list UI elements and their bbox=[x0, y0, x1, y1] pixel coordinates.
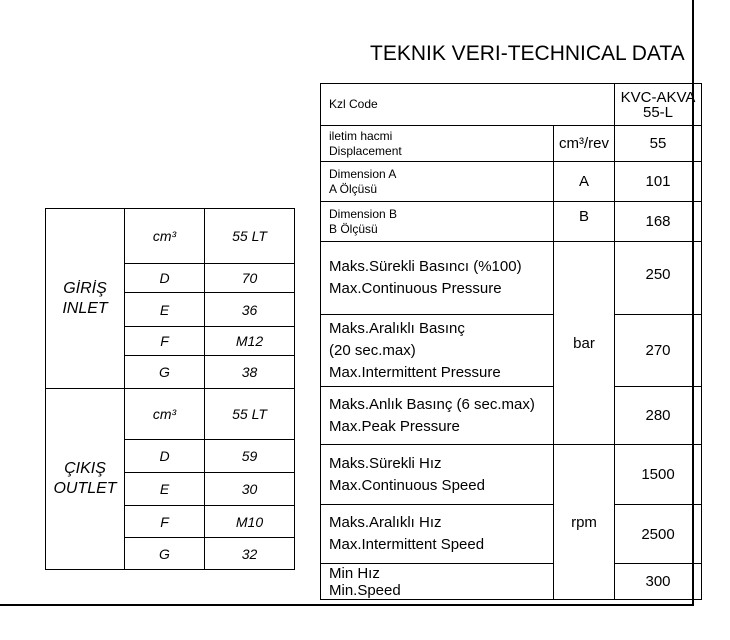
int-speed-label bbox=[321, 505, 554, 564]
int-pressure-label-en: Max.Intermittent Pressure bbox=[329, 363, 501, 381]
outlet-label-tr: ÇIKIŞ bbox=[64, 460, 106, 477]
cont-pressure-label bbox=[321, 242, 554, 315]
dim-a-value: 101 bbox=[615, 162, 702, 202]
inlet-value: 55 LT bbox=[205, 209, 295, 264]
displacement-unit: cm³/rev bbox=[554, 126, 615, 162]
dim-b-label-en: Dimension B bbox=[329, 206, 398, 221]
code-label: Kzl Code bbox=[321, 84, 615, 126]
min-speed-label-tr: Min Hız bbox=[329, 564, 380, 582]
outlet-value: 55 LT bbox=[205, 389, 295, 440]
outlet-key: cm³ bbox=[125, 389, 205, 440]
dim-a-label-en: Dimension A bbox=[329, 166, 397, 181]
int-pressure-label-tr: Maks.Aralıklı Basınç bbox=[329, 319, 465, 337]
inlet-key: E bbox=[125, 293, 205, 327]
peak-pressure-label-en: Max.Peak Pressure bbox=[329, 417, 460, 435]
cont-speed-value: 1500 bbox=[615, 445, 702, 505]
pressure-unit: bar bbox=[554, 242, 615, 445]
min-speed-label-en: Min.Speed bbox=[329, 581, 401, 599]
outlet-key: F bbox=[125, 506, 205, 538]
dim-a-unit: A bbox=[554, 162, 615, 202]
dim-a-label-tr: A Ölçüsü bbox=[329, 181, 378, 196]
int-speed-label-en: Max.Intermittent Speed bbox=[329, 536, 485, 553]
int-pressure-label bbox=[321, 315, 554, 387]
inlet-value: 38 bbox=[205, 356, 295, 389]
peak-pressure-label bbox=[321, 387, 554, 445]
technical-data-table bbox=[320, 83, 702, 600]
outlet-label-cell bbox=[46, 389, 125, 570]
speed-unit: rpm bbox=[554, 445, 615, 600]
port-dimensions-table bbox=[45, 208, 295, 570]
outlet-value: 59 bbox=[205, 440, 295, 473]
int-pressure-value: 270 bbox=[615, 315, 702, 387]
int-pressure-label-note: (20 sec.max) bbox=[329, 341, 416, 359]
inlet-label-en: INLET bbox=[62, 299, 108, 317]
inlet-label-tr: GİRİŞ bbox=[63, 279, 107, 297]
dim-b-value: 168 bbox=[615, 202, 702, 242]
peak-pressure-label-tr: Maks.Anlık Basınç (6 sec.max) bbox=[329, 395, 535, 413]
code-value-line2: 55-L bbox=[642, 103, 674, 121]
inlet-value: 36 bbox=[205, 293, 295, 327]
cont-pressure-label-tr: Maks.Sürekli Basıncı (%100) bbox=[329, 258, 522, 275]
outlet-key: D bbox=[125, 440, 205, 473]
displacement-value: 55 bbox=[615, 126, 702, 162]
cont-speed-label-en: Max.Continuous Speed bbox=[329, 476, 485, 494]
inlet-key: D bbox=[125, 264, 205, 293]
page-title: TEKNIK VERI-TECHNICAL DATA bbox=[370, 42, 685, 65]
outlet-value: M10 bbox=[205, 506, 295, 538]
cont-speed-label-tr: Maks.Sürekli Hız bbox=[329, 454, 442, 472]
cont-speed-label bbox=[321, 445, 554, 505]
code-value-line1: KVC-AKVA bbox=[620, 88, 696, 106]
inlet-label-cell bbox=[46, 209, 125, 389]
dim-b-label bbox=[321, 202, 554, 242]
inlet-key: cm³ bbox=[125, 209, 205, 264]
cont-pressure-value: 250 bbox=[615, 242, 702, 315]
inlet-key: G bbox=[125, 356, 205, 389]
displacement-label-tr: iletim hacmi bbox=[329, 128, 393, 143]
peak-pressure-value: 280 bbox=[615, 387, 702, 445]
cont-pressure-label-en: Max.Continuous Pressure bbox=[329, 280, 502, 297]
displacement-label bbox=[321, 126, 554, 162]
inlet-key: F bbox=[125, 327, 205, 356]
int-speed-label-tr: Maks.Aralıklı Hız bbox=[329, 514, 442, 531]
frame-bottom-border bbox=[0, 604, 694, 606]
dim-b-label-tr: B Ölçüsü bbox=[329, 221, 378, 236]
inlet-value: M12 bbox=[205, 327, 295, 356]
code-value-cell bbox=[615, 84, 702, 126]
min-speed-label bbox=[321, 564, 554, 600]
outlet-key: G bbox=[125, 538, 205, 570]
outlet-label-en: OUTLET bbox=[53, 480, 117, 497]
outlet-value: 30 bbox=[205, 473, 295, 506]
inlet-value: 70 bbox=[205, 264, 295, 293]
displacement-label-en: Displacement bbox=[329, 143, 402, 158]
min-speed-value: 300 bbox=[615, 564, 702, 600]
outlet-value: 32 bbox=[205, 538, 295, 570]
outlet-key: E bbox=[125, 473, 205, 506]
dim-b-unit: B bbox=[554, 202, 615, 242]
dim-a-label bbox=[321, 162, 554, 202]
int-speed-value: 2500 bbox=[615, 505, 702, 564]
